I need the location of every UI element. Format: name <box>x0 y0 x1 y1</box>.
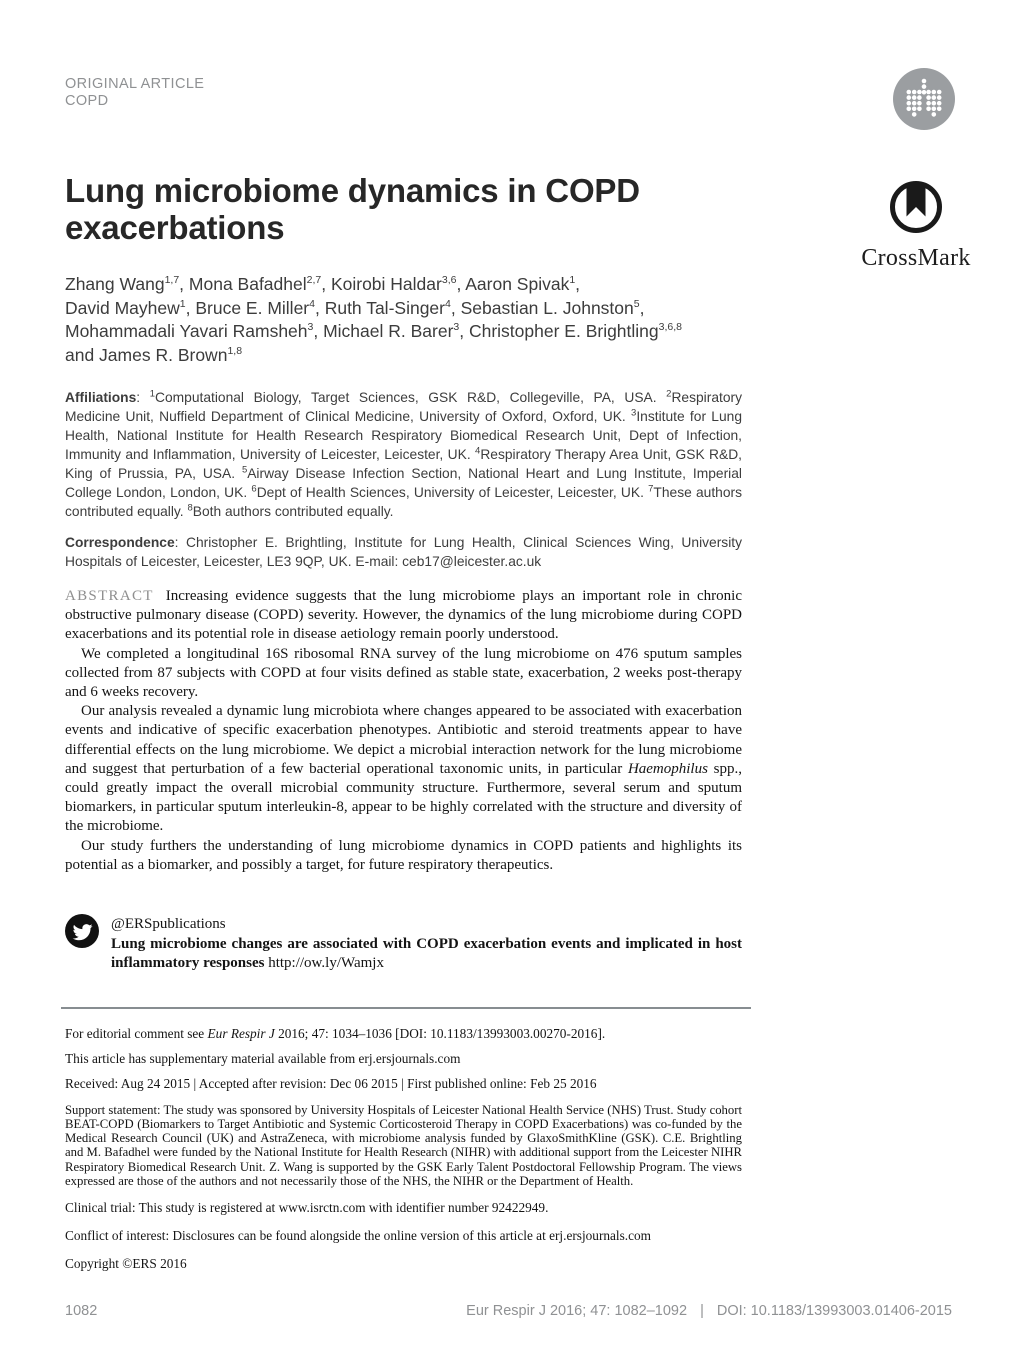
copyright-note: Copyright ©ERS 2016 <box>65 1256 187 1272</box>
article-type-label: ORIGINAL ARTICLE <box>65 76 205 92</box>
doi-text: DOI: 10.1183/13993003.01406-2015 <box>716 1303 952 1319</box>
abstract-paragraph: ABSTRACT Increasing evidence suggests that the lung microbiome plays an important role in chronic obstructive pulmonary disease (COPD) severity. However, the dynamics of the lung microbiome during COPD exacerbations and its potential role in disease aetiology remain poorly understood. <box>65 588 742 643</box>
article-subject-label: COPD <box>65 93 109 109</box>
clinical-trial-note: Clinical trial: This study is registered at www.isrctn.com with identifier number 92422949. <box>65 1200 549 1216</box>
abstract-paragraph: Our study furthers the understanding of lung microbiome dynamics in COPD patients and highlights its potential as a biomarker, and possibly a target, for future respiratory therapeutics. <box>65 837 742 873</box>
author-line: and James R. Brown$^{1,8}$ <box>65 344 243 365</box>
affiliations: Affiliations: $^1$Computational Biology, Target Sciences, GSK R&D, Collegeville, PA, USA. $^2$Respiratory Medicine Unit, Nuffield Department of Clinical Medicine, University of Oxford, Oxford, UK. $^3$Institute for Lung Health, National Institute for Health Research Respiratory Biomedical Research Unit, Dept of Infection, Immunity and Inflammation, University of Leicester, Leicester, UK. $^4$Respiratory Therapy Area Unit, GSK R&D, King of Prussia, PA, USA. $^5$Airway Disease Infection Section, National Heart and Lung Institute, Imperial College London, London, UK. $^6$Dept of Health Sciences, University of Leicester, Leicester, UK. $^7$These authors contributed equally. $^8$Both authors contributed equally. <box>65 388 743 519</box>
abstract-paragraph: Our analysis revealed a dynamic lung microbiota where changes appeared to be associated with exacerbation events and indicative of specific exacerbation phenotypes. Antibiotic and steroid treatments appear to have differential effects on the lung microbiome. We depict a microbial interaction network for the lung microbiome and suggest that perturbation of a few bacterial operational taxonomic units, in particular Haemophilus spp., could greatly impact the overall microbial community structure. Furthermore, several serum and sputum biomarkers, in particular sputum interleukin-8, appear to be highly correlated with the structure and diversity of the microbiome. <box>65 703 742 835</box>
journal-citation <box>466 1303 952 1319</box>
received-dates-note: Received: Aug 24 2015 | Accepted after revision: Dec 06 2015 | First published online: Feb 25 2016 <box>65 1075 597 1091</box>
abstract-label: ABSTRACT <box>65 588 154 604</box>
twitter-icon[interactable] <box>65 914 99 948</box>
correspondence: Correspondence: Christopher E. Brightling, Institute for Lung Health, Clinical Sciences Wing, University Hospitals of Leicester, Leicester, LE3 9QP, UK. E-mail: ceb17@leicester.ac.uk <box>65 535 742 569</box>
article-type-block <box>65 0 742 110</box>
abstract <box>65 587 742 875</box>
tweet-text: Lung microbiome changes are associated with COPD exacerbation events and implicated in host inflammatory responses http://ow.ly/Wamjx <box>111 935 742 972</box>
tweet-quote-block <box>65 914 742 974</box>
page-footer <box>65 1303 952 1319</box>
crossmark-badge[interactable] <box>851 179 981 272</box>
citation-text: Eur Respir J 2016; 47: 1082–1092 <box>466 1303 688 1319</box>
article-column <box>65 0 742 1272</box>
author-line: Zhang Wang$^{1,7}$, Mona Bafadhel$^{2,7}$, Koirobi Haldar$^{3,6}$, Aaron Spivak$^1$, <box>65 274 581 294</box>
conflict-of-interest-note: Conflict of interest: Disclosures can be found alongside the online version of this article at erj.ersjournals.com <box>65 1228 652 1244</box>
tweet-handle: @ERSpublications <box>111 916 226 933</box>
author-line: David Mayhew$^1$, Bruce E. Miller$^4$, Ruth Tal-Singer$^4$, Sebastian L. Johnston$^5$, <box>65 297 645 318</box>
citation-separator: | <box>700 1303 704 1319</box>
supplementary-note: This article has supplementary material available from erj.ersjournals.com <box>65 1050 461 1066</box>
editorial-comment-note: For editorial comment see Eur Respir J 2016; 47: 1034–1036 [DOI: 10.1183/13993003.00270-2016]. <box>65 1025 606 1041</box>
support-statement: Support statement: The study was sponsored by University Hospitals of Leicester National Health Service (NHS) Trust. Study cohort BEAT-COPD (Biomarkers to Target Antibiotic and Systemic Corticosteroid Therapy in COPD Exacerbations) was co-funded by the Medical Research Council (UK) and AstraZeneca, with microbiome analysis funded by GlaxoSmithKline (GSK). C.E. Brightling and M. Bafadhel were funded by the National Institute for Health Research (NIHR) with additional support from the Leicester NIHR Respiratory Biomedical Research Unit. Z. Wang is supported by the GSK Early Talent Postdoctoral Fellowship Program. The views expressed are those of the authors and not necessarily those of the NHS, the NIHR or the Department of Health. <box>65 1102 742 1189</box>
ers-lung-logo-icon <box>893 68 955 130</box>
author-line: Mohammadali Yavari Ramsheh$^3$, Michael R. Barer$^3$, Christopher E. Brightling$^{3,6,8}$ <box>65 321 683 341</box>
crossmark-label: CrossMark <box>861 245 971 271</box>
page-title: Lung microbiome dynamics in COPD exacerbations <box>65 172 640 246</box>
crossmark-icon <box>888 179 944 235</box>
page-number: 1082 <box>65 1303 98 1319</box>
abstract-paragraph: We completed a longitudinal 16S ribosomal RNA survey of the lung microbiome on 476 sputum samples collected from 87 subjects with COPD at four visits defined as stable state, exacerbation, 2 weeks post-therapy and 6 weeks recovery. <box>65 645 742 701</box>
author-list <box>65 273 742 367</box>
section-divider <box>61 1007 751 1009</box>
